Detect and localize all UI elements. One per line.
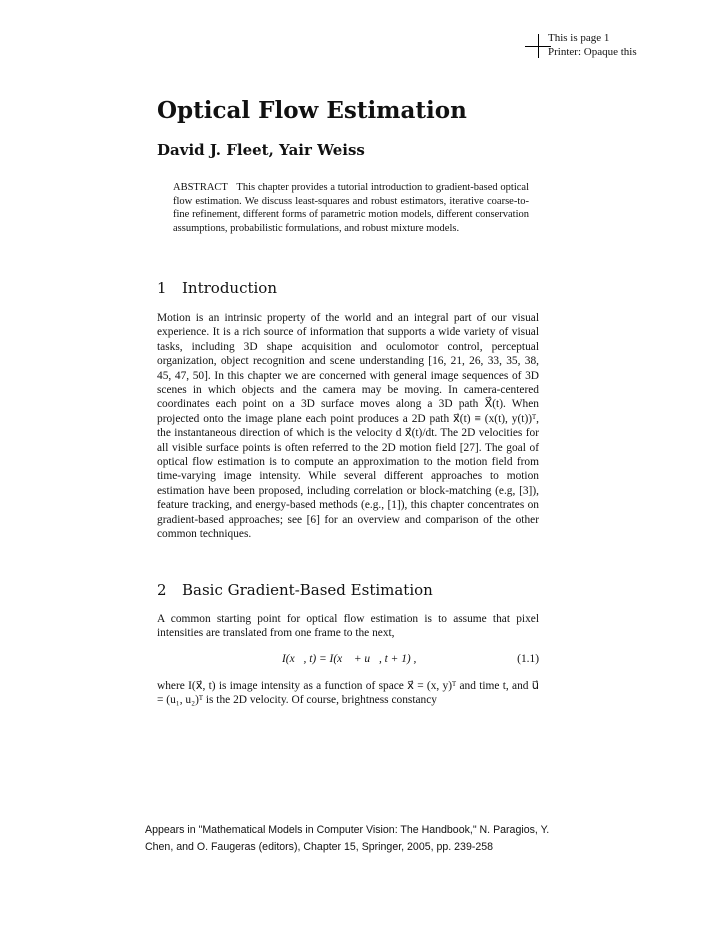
section-heading-introduction xyxy=(157,279,277,297)
section-number: 1 xyxy=(157,279,167,297)
section-title: Introduction xyxy=(182,279,277,297)
section-heading-basic-gradient xyxy=(157,581,433,599)
authors: David J. Fleet, Yair Weiss xyxy=(157,141,365,159)
basic-gradient-paragraph: A common starting point for optical flow estimation is to assume that pixel intensities are translated from one frame to the next, xyxy=(157,613,539,640)
printer-header xyxy=(548,31,637,59)
basic-gradient-paragraph-continued: where I(x⃗, t) is image intensity as a function of space x⃗ = (x, y)ᵀ and time t, and u⃗ = (u₁, u₂)ᵀ is the 2D velocity. Of course, brightness constancy xyxy=(157,680,539,707)
introduction-paragraph: Motion is an intrinsic property of the world and an integral part of our visual experience. It is a rich source of information that supports a wide variety of visual tasks, including 3D shape acquisition and oculomotor control, perceptual organization, object recognition and scene understanding [16, 21, 26, 33, 35, 38, 45, 47, 50]. In this chapter we are concerned with general image sequences of 3D scenes in which objects and the camera may be moving. In camera-centered coordinates each point on a 3D surface moves along a 3D path X⃗(t). When projected onto the image plane each point produces a 2D path x⃗(t) ≡ (x(t), y(t))ᵀ, the instantaneous direction of which is the velocity d x⃗(t)/dt. The 2D velocities for all visible surface points is often referred to the 2D motion field [27]. The goal of optical flow estimation is to compute an approximation to the motion field from time-varying image intensity. While several different approaches to motion estimation have been proposed, including correlation or block-matching (e.g, [3]), feature tracking, and energy-based methods (e.g., [1]), this chapter concentrates on gradient-based approaches; see [6] for an overview and comparison of the other common techniques. xyxy=(157,312,539,541)
publication-footnote: Appears in "Mathematical Models in Computer Vision: The Handbook," N. Paragios, Y. Chen, and O. Faugeras (editors), Chapter 15, Springer, 2005, pp. 239-258 xyxy=(145,824,550,853)
equation-number: (1.1) xyxy=(517,653,539,665)
abstract-text: This chapter provides a tutorial introduction to gradient-based optical flow estimation. We discuss least-squares and robust estimators, iterative coarse-to-fine refinement, different forms of parametric motion models, different conservation assumptions, probabilistic formulations, and robust mixture models. xyxy=(173,182,529,234)
page-info: This is page 1 xyxy=(548,32,610,44)
chapter-title: Optical Flow Estimation xyxy=(157,97,467,124)
abstract-label: ABSTRACT xyxy=(173,182,228,193)
section-title: Basic Gradient-Based Estimation xyxy=(182,581,433,599)
printer-info: Printer: Opaque this xyxy=(548,46,637,58)
equation-body: I(x⃗, t) = I(x⃗ + u⃗, t + 1) , xyxy=(282,653,417,665)
equation-1-1 xyxy=(157,653,539,669)
abstract xyxy=(173,181,529,235)
section-number: 2 xyxy=(157,581,167,599)
